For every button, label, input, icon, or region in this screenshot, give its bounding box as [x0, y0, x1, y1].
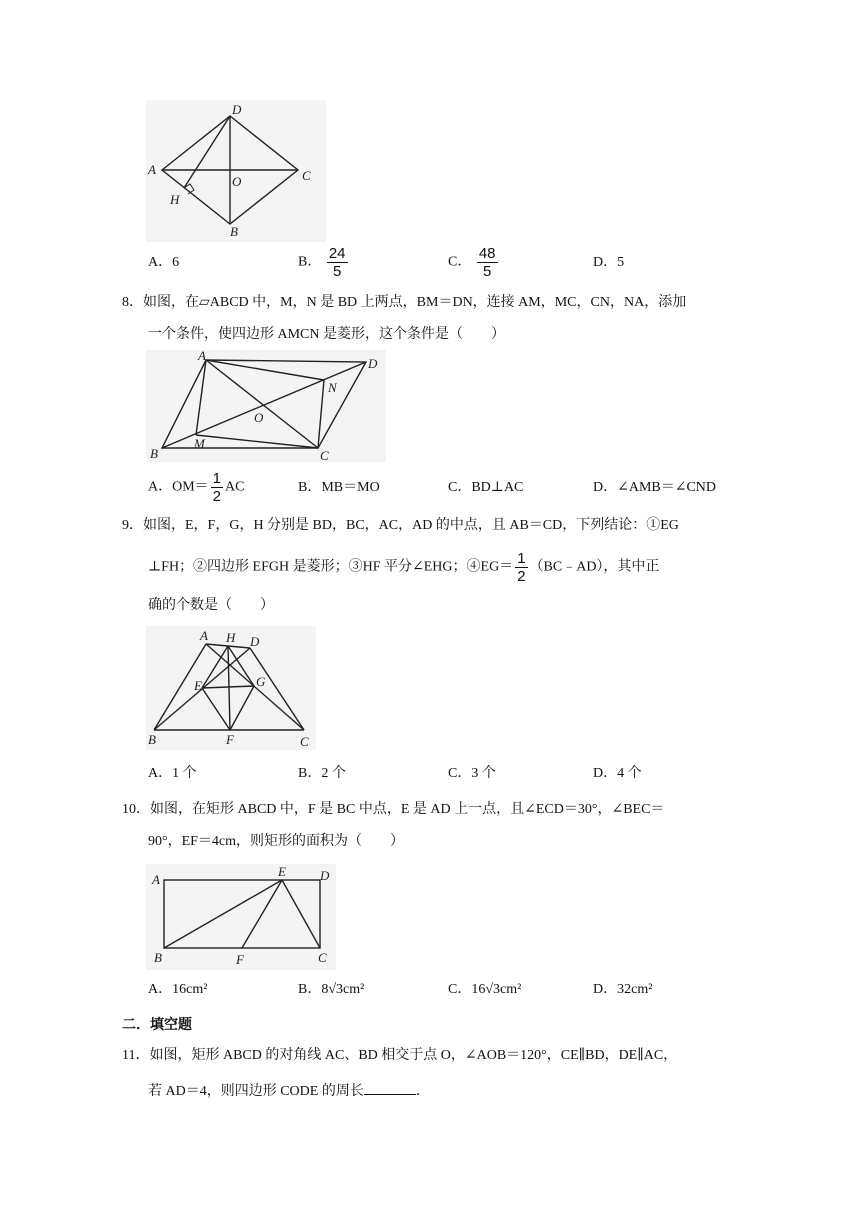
q9-label-a: A	[200, 628, 208, 643]
q8-option-b: B．MB＝MO	[298, 480, 380, 495]
q7-label-a: A	[148, 162, 156, 177]
q8-option-a-pre: A．OM＝	[148, 479, 209, 495]
q11-stem-line2-pre: 若 AD＝4，则四边形 CODE 的周长	[148, 1084, 364, 1099]
q7-option-c-label: C．	[448, 254, 472, 270]
q9-label-e: E	[194, 678, 202, 693]
q9-label-h: H	[226, 630, 236, 645]
q9-label-c: C	[300, 734, 309, 749]
q8-stem-line1: 8．如图，在▱ABCD 中，M，N 是 BD 上两点，BM＝DN，连接 AM，MC，CN，NA，添加	[122, 295, 687, 310]
q8-label-b: B	[150, 446, 158, 461]
q8-option-c: C．BD⊥AC	[448, 480, 524, 495]
q9-label-g: G	[256, 674, 266, 689]
q11-answer-blank[interactable]	[364, 1080, 416, 1095]
q7-option-b-fraction: $\frac{24}{5}$	[328, 245, 346, 280]
q8-stem-line2: 一个条件，使四边形 AMCN 是菱形，这个条件是（ ）	[148, 327, 506, 342]
q10-label-e: E	[278, 864, 286, 879]
q10-option-d: D．32cm²	[593, 982, 653, 997]
q7-figure	[146, 100, 326, 242]
q10-label-b: B	[154, 950, 162, 965]
q10-label-a: A	[152, 872, 160, 887]
q10-option-b: B．8√3cm²	[298, 982, 365, 997]
q8-option-a-post: AC	[225, 479, 245, 495]
q8-option-a	[148, 470, 244, 505]
q10-option-c: C．16√3cm²	[448, 982, 522, 997]
q7-label-h: H	[170, 192, 180, 207]
q7-option-c-fraction: $\frac{48}{5}$	[478, 245, 496, 280]
q11-stem-line2	[148, 1080, 430, 1102]
q10-label-f: F	[236, 952, 244, 967]
section-heading: 二．填空题	[122, 1016, 192, 1032]
q10-stem-line2: 90°，EF＝4cm，则矩形的面积为（ ）	[148, 834, 405, 849]
q9-label-b: B	[148, 732, 156, 747]
q9-stem-line2-pre: ⊥FH；②四边形 EFGH 是菱形；③HF 平分∠EHG；④EG＝	[148, 559, 514, 575]
q11-stem-line2-post: ．	[415, 1084, 430, 1099]
q9-option-a: A．1 个	[148, 766, 197, 781]
q7-option-a: A．6	[148, 255, 180, 270]
q9-fraction: $\frac{1}{2}$	[517, 550, 526, 585]
q7-label-d: D	[232, 102, 242, 117]
q10-stem-line1: 10．如图，在矩形 ABCD 中，F 是 BC 中点，E 是 AD 上一点，且∠ECD＝30°，∠BEC＝	[122, 802, 665, 817]
q10-label-c: C	[318, 950, 327, 965]
q7-option-b	[298, 245, 350, 280]
q10-figure	[146, 864, 336, 970]
q10-label-d: D	[320, 868, 330, 883]
q9-option-b: B．2 个	[298, 766, 346, 781]
q7-option-c	[448, 245, 500, 280]
q8-option-d: D．∠AMB＝∠CND	[593, 480, 717, 495]
q7-option-d: D．5	[593, 255, 625, 270]
q7-label-c: C	[302, 168, 311, 183]
q8-label-o: O	[254, 410, 264, 425]
q8-option-a-fraction: $\frac{1}{2}$	[212, 470, 222, 505]
q8-label-d: D	[368, 356, 378, 371]
q10-option-a: A．16cm²	[148, 982, 208, 997]
q9-stem-line1: 9．如图，E，F，G，H 分别是 BD，BC，AC，AD 的中点，且 AB＝CD，下列结论：①EG	[122, 518, 679, 533]
q8-label-c: C	[320, 448, 329, 462]
q9-stem-line2	[148, 550, 659, 585]
q9-stem-line3: 确的个数是（ ）	[148, 598, 274, 613]
q8-label-m: M	[194, 436, 205, 451]
q7-label-o: O	[232, 174, 242, 189]
q9-option-d: D．4 个	[593, 766, 642, 781]
q9-option-c: C．3 个	[448, 766, 496, 781]
q7-label-b: B	[230, 224, 238, 239]
q9-label-f: F	[226, 732, 234, 747]
q8-label-a: A	[198, 350, 206, 363]
q9-label-d: D	[250, 634, 260, 649]
q9-figure	[146, 626, 316, 750]
q8-label-n: N	[328, 380, 337, 395]
q9-stem-line2-post: （BC﹣AD），其中正	[529, 559, 660, 575]
q11-stem-line1: 11．如图，矩形 ABCD 的对角线 AC、BD 相交于点 O，∠AOB＝120°，CE∥BD，DE∥AC，	[122, 1048, 678, 1063]
q7-option-b-label: B．	[298, 254, 322, 270]
q8-figure	[146, 350, 386, 462]
